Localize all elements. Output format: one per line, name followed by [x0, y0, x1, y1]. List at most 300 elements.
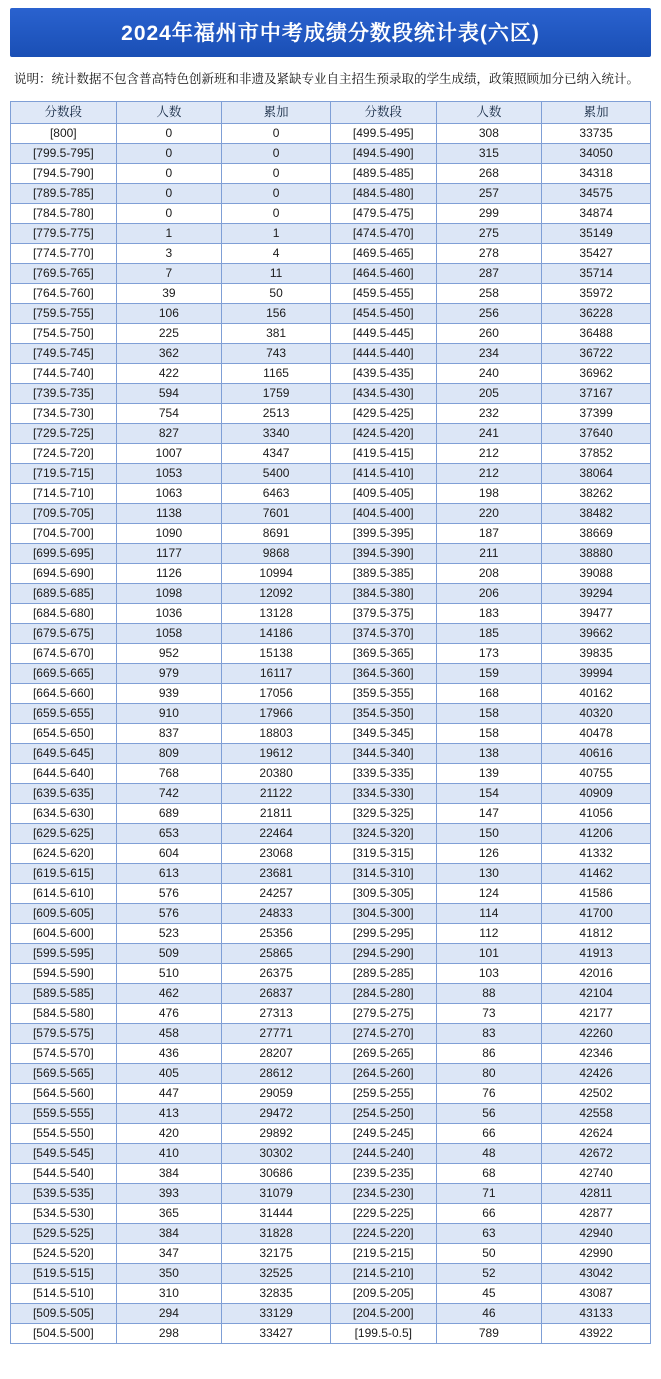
cell-count-right: 150: [436, 823, 542, 843]
cell-count-right: 256: [436, 303, 542, 323]
cell-cumulative-right: 38262: [542, 483, 651, 503]
cell-range-left: [589.5-585]: [11, 983, 117, 1003]
cell-cumulative-left: 16117: [222, 663, 331, 683]
cell-cumulative-left: 31444: [222, 1203, 331, 1223]
cell-cumulative-right: 43133: [542, 1303, 651, 1323]
cell-count-left: 298: [116, 1323, 222, 1343]
cell-cumulative-right: 41812: [542, 923, 651, 943]
cell-range-right: [354.5-350]: [330, 703, 436, 723]
table-header-row: [11, 101, 651, 123]
cell-range-right: [219.5-215]: [330, 1243, 436, 1263]
cell-range-left: [604.5-600]: [11, 923, 117, 943]
cell-cumulative-right: 38064: [542, 463, 651, 483]
cell-count-left: 413: [116, 1103, 222, 1123]
cell-cumulative-right: 40478: [542, 723, 651, 743]
cell-count-left: 689: [116, 803, 222, 823]
cell-count-right: 232: [436, 403, 542, 423]
cell-cumulative-right: 35714: [542, 263, 651, 283]
cell-range-left: [664.5-660]: [11, 683, 117, 703]
cell-cumulative-right: 40909: [542, 783, 651, 803]
cell-cumulative-right: 38482: [542, 503, 651, 523]
cell-range-right: [439.5-435]: [330, 363, 436, 383]
cell-cumulative-right: 39994: [542, 663, 651, 683]
cell-cumulative-left: 5400: [222, 463, 331, 483]
table-row: [11, 863, 651, 883]
cell-cumulative-right: 33735: [542, 123, 651, 143]
cell-count-right: 183: [436, 603, 542, 623]
cell-cumulative-left: 14186: [222, 623, 331, 643]
cell-count-right: 158: [436, 723, 542, 743]
table-row: [11, 323, 651, 343]
cell-count-left: 405: [116, 1063, 222, 1083]
cell-cumulative-left: 25356: [222, 923, 331, 943]
cell-cumulative-left: 13128: [222, 603, 331, 623]
cell-cumulative-left: 28207: [222, 1043, 331, 1063]
cell-count-left: 422: [116, 363, 222, 383]
cell-range-left: [684.5-680]: [11, 603, 117, 623]
cell-cumulative-right: 42502: [542, 1083, 651, 1103]
cell-cumulative-left: 24257: [222, 883, 331, 903]
table-row: [11, 1283, 651, 1303]
column-header-count-right: 人数: [436, 101, 542, 123]
cell-count-right: 299: [436, 203, 542, 223]
cell-count-right: 130: [436, 863, 542, 883]
cell-cumulative-left: 26837: [222, 983, 331, 1003]
table-row: [11, 1103, 651, 1123]
cell-count-right: 212: [436, 463, 542, 483]
cell-count-left: 0: [116, 203, 222, 223]
cell-count-right: 206: [436, 583, 542, 603]
cell-range-left: [699.5-695]: [11, 543, 117, 563]
cell-count-left: 1138: [116, 503, 222, 523]
cell-range-left: [649.5-645]: [11, 743, 117, 763]
column-header-range-right: 分数段: [330, 101, 436, 123]
cell-count-right: 168: [436, 683, 542, 703]
table-row: [11, 1223, 651, 1243]
cell-count-right: 88: [436, 983, 542, 1003]
cell-range-right: [284.5-280]: [330, 983, 436, 1003]
cell-count-right: 139: [436, 763, 542, 783]
cell-range-left: [609.5-605]: [11, 903, 117, 923]
cell-cumulative-left: 31079: [222, 1183, 331, 1203]
cell-count-right: 114: [436, 903, 542, 923]
cell-range-right: [299.5-295]: [330, 923, 436, 943]
cell-range-left: [800]: [11, 123, 117, 143]
cell-range-left: [669.5-665]: [11, 663, 117, 683]
cell-cumulative-left: 10994: [222, 563, 331, 583]
cell-count-right: 187: [436, 523, 542, 543]
cell-range-right: [254.5-250]: [330, 1103, 436, 1123]
cell-count-left: 939: [116, 683, 222, 703]
cell-cumulative-right: 39294: [542, 583, 651, 603]
table-row: [11, 123, 651, 143]
cell-cumulative-left: 31828: [222, 1223, 331, 1243]
cell-count-left: 509: [116, 943, 222, 963]
cell-range-left: [769.5-765]: [11, 263, 117, 283]
cell-count-right: 257: [436, 183, 542, 203]
cell-count-left: 594: [116, 383, 222, 403]
cell-count-right: 56: [436, 1103, 542, 1123]
cell-range-left: [579.5-575]: [11, 1023, 117, 1043]
cell-count-left: 576: [116, 883, 222, 903]
cell-cumulative-right: 34575: [542, 183, 651, 203]
cell-count-left: 393: [116, 1183, 222, 1203]
cell-range-left: [534.5-530]: [11, 1203, 117, 1223]
cell-range-right: [324.5-320]: [330, 823, 436, 843]
table-row: [11, 643, 651, 663]
cell-cumulative-left: 19612: [222, 743, 331, 763]
cell-count-left: 310: [116, 1283, 222, 1303]
cell-cumulative-left: 743: [222, 343, 331, 363]
cell-count-left: 613: [116, 863, 222, 883]
cell-cumulative-right: 41206: [542, 823, 651, 843]
cell-range-left: [614.5-610]: [11, 883, 117, 903]
cell-cumulative-right: 42940: [542, 1223, 651, 1243]
cell-count-left: 365: [116, 1203, 222, 1223]
cell-count-left: 1: [116, 223, 222, 243]
cell-cumulative-left: 32525: [222, 1263, 331, 1283]
table-row: [11, 1323, 651, 1343]
note-text: 说明：统计数据不包含普高特色创新班和非遗及紧缺专业自主招生预录取的学生成绩，政策照顾加分已纳入统计。: [14, 72, 640, 86]
cell-range-right: [344.5-340]: [330, 743, 436, 763]
cell-cumulative-left: 11: [222, 263, 331, 283]
cell-range-right: [434.5-430]: [330, 383, 436, 403]
table-row: [11, 443, 651, 463]
cell-range-right: [404.5-400]: [330, 503, 436, 523]
cell-cumulative-left: 24833: [222, 903, 331, 923]
cell-count-right: 48: [436, 1143, 542, 1163]
cell-cumulative-left: 32175: [222, 1243, 331, 1263]
cell-range-left: [789.5-785]: [11, 183, 117, 203]
cell-range-right: [389.5-385]: [330, 563, 436, 583]
cell-range-right: [364.5-360]: [330, 663, 436, 683]
cell-count-right: 66: [436, 1203, 542, 1223]
cell-count-right: 52: [436, 1263, 542, 1283]
cell-count-right: 147: [436, 803, 542, 823]
cell-range-left: [539.5-535]: [11, 1183, 117, 1203]
cell-cumulative-left: 12092: [222, 583, 331, 603]
cell-cumulative-left: 9868: [222, 543, 331, 563]
cell-range-left: [784.5-780]: [11, 203, 117, 223]
cell-range-right: [349.5-345]: [330, 723, 436, 743]
table-row: [11, 603, 651, 623]
cell-count-right: 208: [436, 563, 542, 583]
table-row: [11, 583, 651, 603]
cell-cumulative-left: 30686: [222, 1163, 331, 1183]
cell-cumulative-left: 3340: [222, 423, 331, 443]
cell-range-right: [409.5-405]: [330, 483, 436, 503]
cell-count-right: 220: [436, 503, 542, 523]
cell-range-right: [499.5-495]: [330, 123, 436, 143]
cell-cumulative-left: 8691: [222, 523, 331, 543]
cell-cumulative-left: 23681: [222, 863, 331, 883]
cell-count-right: 173: [436, 643, 542, 663]
cell-range-left: [599.5-595]: [11, 943, 117, 963]
cell-cumulative-right: 41056: [542, 803, 651, 823]
cell-range-left: [639.5-635]: [11, 783, 117, 803]
table-row: [11, 523, 651, 543]
cell-cumulative-left: 20380: [222, 763, 331, 783]
cell-count-left: 910: [116, 703, 222, 723]
cell-count-right: 268: [436, 163, 542, 183]
cell-range-left: [679.5-675]: [11, 623, 117, 643]
cell-cumulative-left: 15138: [222, 643, 331, 663]
cell-cumulative-left: 17966: [222, 703, 331, 723]
cell-cumulative-right: 38880: [542, 543, 651, 563]
cell-range-right: [234.5-230]: [330, 1183, 436, 1203]
cell-cumulative-right: 41462: [542, 863, 651, 883]
cell-cumulative-right: 39477: [542, 603, 651, 623]
cell-count-right: 112: [436, 923, 542, 943]
cell-range-left: [779.5-775]: [11, 223, 117, 243]
cell-range-right: [374.5-370]: [330, 623, 436, 643]
cell-count-left: 462: [116, 983, 222, 1003]
table-row: [11, 983, 651, 1003]
cell-count-right: 211: [436, 543, 542, 563]
table-row: [11, 163, 651, 183]
cell-range-right: [289.5-285]: [330, 963, 436, 983]
table-row: [11, 1303, 651, 1323]
column-header-count-left: 人数: [116, 101, 222, 123]
cell-count-right: 260: [436, 323, 542, 343]
cell-cumulative-left: 1165: [222, 363, 331, 383]
table-row: [11, 563, 651, 583]
cell-count-right: 198: [436, 483, 542, 503]
cell-range-left: [529.5-525]: [11, 1223, 117, 1243]
cell-cumulative-right: 41913: [542, 943, 651, 963]
cell-count-left: 952: [116, 643, 222, 663]
cell-cumulative-right: 42811: [542, 1183, 651, 1203]
column-header-cumulative-left: 累加: [222, 101, 331, 123]
cell-count-left: 350: [116, 1263, 222, 1283]
cell-count-left: 768: [116, 763, 222, 783]
cell-cumulative-left: 381: [222, 323, 331, 343]
cell-count-right: 154: [436, 783, 542, 803]
cell-range-left: [564.5-560]: [11, 1083, 117, 1103]
table-row: [11, 363, 651, 383]
cell-count-right: 308: [436, 123, 542, 143]
cell-count-left: 410: [116, 1143, 222, 1163]
cell-range-right: [309.5-305]: [330, 883, 436, 903]
table-row: [11, 303, 651, 323]
cell-range-right: [249.5-245]: [330, 1123, 436, 1143]
cell-count-left: 604: [116, 843, 222, 863]
cell-count-left: 1177: [116, 543, 222, 563]
cell-range-right: [229.5-225]: [330, 1203, 436, 1223]
cell-count-right: 234: [436, 343, 542, 363]
cell-cumulative-left: 17056: [222, 683, 331, 703]
cell-range-left: [729.5-725]: [11, 423, 117, 443]
cell-count-left: 3: [116, 243, 222, 263]
table-row: [11, 403, 651, 423]
cell-cumulative-left: 28612: [222, 1063, 331, 1083]
cell-count-left: 809: [116, 743, 222, 763]
table-row: [11, 1163, 651, 1183]
cell-count-right: 287: [436, 263, 542, 283]
cell-count-right: 185: [436, 623, 542, 643]
cell-count-right: 241: [436, 423, 542, 443]
cell-cumulative-right: 34874: [542, 203, 651, 223]
cell-count-right: 124: [436, 883, 542, 903]
cell-cumulative-right: 43042: [542, 1263, 651, 1283]
cell-range-right: [204.5-200]: [330, 1303, 436, 1323]
cell-range-left: [544.5-540]: [11, 1163, 117, 1183]
column-header-range-left: 分数段: [11, 101, 117, 123]
cell-range-left: [734.5-730]: [11, 403, 117, 423]
table-row: [11, 1063, 651, 1083]
cell-count-right: 138: [436, 743, 542, 763]
cell-range-right: [199.5-0.5]: [330, 1323, 436, 1343]
table-row: [11, 1023, 651, 1043]
cell-cumulative-right: 42260: [542, 1023, 651, 1043]
cell-cumulative-left: 1759: [222, 383, 331, 403]
cell-range-left: [524.5-520]: [11, 1243, 117, 1263]
cell-count-right: 205: [436, 383, 542, 403]
cell-range-right: [314.5-310]: [330, 863, 436, 883]
cell-range-right: [449.5-445]: [330, 323, 436, 343]
cell-count-left: 1090: [116, 523, 222, 543]
cell-range-left: [754.5-750]: [11, 323, 117, 343]
cell-range-right: [329.5-325]: [330, 803, 436, 823]
cell-cumulative-right: 43087: [542, 1283, 651, 1303]
table-row: [11, 263, 651, 283]
table-row: [11, 203, 651, 223]
cell-cumulative-left: 25865: [222, 943, 331, 963]
cell-cumulative-left: 27771: [222, 1023, 331, 1043]
cell-cumulative-right: 37852: [542, 443, 651, 463]
cell-range-left: [704.5-700]: [11, 523, 117, 543]
cell-cumulative-right: 40755: [542, 763, 651, 783]
table-row: [11, 963, 651, 983]
table-row: [11, 743, 651, 763]
cell-range-right: [444.5-440]: [330, 343, 436, 363]
cell-range-left: [634.5-630]: [11, 803, 117, 823]
cell-cumulative-right: 38669: [542, 523, 651, 543]
cell-count-left: 0: [116, 143, 222, 163]
table-row: [11, 143, 651, 163]
cell-range-left: [624.5-620]: [11, 843, 117, 863]
cell-count-right: 240: [436, 363, 542, 383]
cell-count-left: 7: [116, 263, 222, 283]
table-row: [11, 343, 651, 363]
table-header: [11, 101, 651, 123]
cell-range-left: [629.5-625]: [11, 823, 117, 843]
table-row: [11, 1143, 651, 1163]
cell-count-left: 39: [116, 283, 222, 303]
cell-cumulative-right: 42177: [542, 1003, 651, 1023]
cell-range-right: [384.5-380]: [330, 583, 436, 603]
cell-range-right: [419.5-415]: [330, 443, 436, 463]
cell-count-left: 827: [116, 423, 222, 443]
cell-range-left: [689.5-685]: [11, 583, 117, 603]
cell-cumulative-left: 0: [222, 123, 331, 143]
cell-count-left: 436: [116, 1043, 222, 1063]
cell-count-right: 86: [436, 1043, 542, 1063]
table-row: [11, 883, 651, 903]
cell-range-right: [244.5-240]: [330, 1143, 436, 1163]
cell-cumulative-right: 40162: [542, 683, 651, 703]
cell-range-left: [574.5-570]: [11, 1043, 117, 1063]
cell-cumulative-left: 18803: [222, 723, 331, 743]
cell-cumulative-right: 42877: [542, 1203, 651, 1223]
cell-cumulative-right: 42104: [542, 983, 651, 1003]
cell-count-right: 275: [436, 223, 542, 243]
cell-range-left: [749.5-745]: [11, 343, 117, 363]
cell-range-left: [509.5-505]: [11, 1303, 117, 1323]
cell-cumulative-left: 21122: [222, 783, 331, 803]
cell-count-right: 158: [436, 703, 542, 723]
cell-cumulative-left: 32835: [222, 1283, 331, 1303]
cell-range-right: [214.5-210]: [330, 1263, 436, 1283]
cell-range-right: [379.5-375]: [330, 603, 436, 623]
cell-cumulative-right: 36228: [542, 303, 651, 323]
table-row: [11, 1083, 651, 1103]
cell-range-right: [224.5-220]: [330, 1223, 436, 1243]
cell-cumulative-left: 0: [222, 203, 331, 223]
cell-range-right: [479.5-475]: [330, 203, 436, 223]
cell-count-left: 420: [116, 1123, 222, 1143]
cell-cumulative-right: 43922: [542, 1323, 651, 1343]
cell-cumulative-right: 37640: [542, 423, 651, 443]
cell-count-right: 68: [436, 1163, 542, 1183]
cell-cumulative-left: 33129: [222, 1303, 331, 1323]
cell-range-right: [469.5-465]: [330, 243, 436, 263]
cell-range-left: [724.5-720]: [11, 443, 117, 463]
cell-cumulative-right: 42426: [542, 1063, 651, 1083]
cell-range-right: [334.5-330]: [330, 783, 436, 803]
cell-count-right: 45: [436, 1283, 542, 1303]
cell-range-left: [514.5-510]: [11, 1283, 117, 1303]
table-row: [11, 703, 651, 723]
cell-count-right: 789: [436, 1323, 542, 1343]
cell-range-left: [794.5-790]: [11, 163, 117, 183]
cell-count-left: 979: [116, 663, 222, 683]
cell-count-left: 653: [116, 823, 222, 843]
cell-range-left: [744.5-740]: [11, 363, 117, 383]
score-distribution-table: [10, 101, 651, 1344]
cell-cumulative-left: 0: [222, 183, 331, 203]
cell-count-left: 1063: [116, 483, 222, 503]
table-row: [11, 683, 651, 703]
cell-range-left: [569.5-565]: [11, 1063, 117, 1083]
table-row: [11, 1043, 651, 1063]
cell-cumulative-right: 34318: [542, 163, 651, 183]
cell-cumulative-right: 40320: [542, 703, 651, 723]
cell-count-left: 1007: [116, 443, 222, 463]
cell-range-right: [399.5-395]: [330, 523, 436, 543]
table-row: [11, 1183, 651, 1203]
cell-count-left: 225: [116, 323, 222, 343]
table-row: [11, 463, 651, 483]
cell-range-left: [504.5-500]: [11, 1323, 117, 1343]
cell-range-right: [489.5-485]: [330, 163, 436, 183]
table-row: [11, 943, 651, 963]
cell-cumulative-right: 40616: [542, 743, 651, 763]
cell-cumulative-left: 22464: [222, 823, 331, 843]
table-row: [11, 843, 651, 863]
page-title: 2024年福州市中考成绩分数段统计表(六区): [10, 8, 651, 57]
cell-cumulative-right: 41586: [542, 883, 651, 903]
cell-range-right: [339.5-335]: [330, 763, 436, 783]
table-row: [11, 1203, 651, 1223]
cell-count-left: 837: [116, 723, 222, 743]
cell-range-left: [694.5-690]: [11, 563, 117, 583]
cell-cumulative-right: 42016: [542, 963, 651, 983]
cell-cumulative-right: 42558: [542, 1103, 651, 1123]
table-row: [11, 423, 651, 443]
cell-count-right: 103: [436, 963, 542, 983]
cell-cumulative-left: 21811: [222, 803, 331, 823]
